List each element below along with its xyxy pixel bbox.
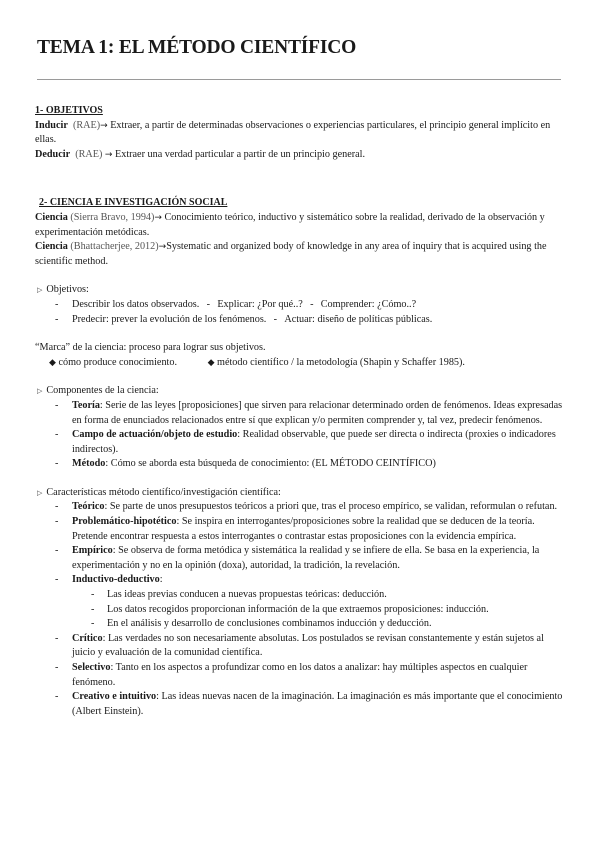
list-item bbox=[35, 573, 567, 631]
triangle-right-icon: ▷ bbox=[37, 387, 43, 396]
term: Selectivo bbox=[72, 662, 111, 673]
title-divider bbox=[37, 79, 561, 80]
term: Inducir bbox=[35, 119, 68, 131]
definition-text: Systematic and organized body of knowledge in any area of inquiry that is acquired using the scientific method. bbox=[35, 241, 547, 267]
item-text: : Serie de las leyes [proposiciones] que sirven para relacionar determinado orden de fenómenos. Ideas expresadas en forma de enunciados relacionados entre sí que explican y/o permiten comprender y, tal vez, predecir fenómenos. bbox=[72, 399, 563, 426]
label-text: Objetivos: bbox=[46, 284, 89, 296]
label-text: Componentes de la ciencia: bbox=[46, 385, 159, 397]
triangle-right-icon: ▷ bbox=[37, 488, 43, 497]
inductivo-sublist bbox=[72, 588, 567, 632]
objetivo-predecir: Predecir: prever la evolución de los fenómenos. bbox=[72, 313, 267, 325]
caracteristicas-list bbox=[35, 500, 567, 719]
list-item bbox=[35, 457, 567, 472]
diamond-icon: ◆ bbox=[49, 357, 56, 368]
term: Teórico bbox=[72, 501, 105, 513]
list-item bbox=[35, 690, 567, 719]
list-item: - Predecir: prever la evolución de los fenómenos. - Actuar: diseño de políticas públicas. bbox=[35, 313, 567, 328]
definition-text: Extraer, a partir de determinadas observaciones o experiencias particulares, el principio general implícito en ellas. bbox=[35, 119, 551, 146]
componentes-block bbox=[35, 384, 567, 472]
marca-line: “Marca” de la ciencia: proceso para lograr sus objetivos. bbox=[35, 342, 266, 354]
componentes-label bbox=[35, 384, 567, 399]
definition-inducir bbox=[35, 119, 567, 148]
arrow-right-icon: → bbox=[158, 242, 167, 253]
item-text: : Tanto en los aspectos a profundizar como en los datos a analizar: hay múltiples aspectos en cualquier fenómeno. bbox=[72, 662, 528, 688]
definition-text: Conocimiento teórico, inductivo y sistemático sobre la realidad, derivado de la observación y experimentación metódicas. bbox=[35, 211, 545, 238]
marca-items bbox=[35, 356, 567, 371]
caracteristicas-label bbox=[35, 486, 567, 501]
objetivos-block bbox=[35, 283, 567, 327]
sublist-item: - Las ideas previas conducen a nuevas propuestas teóricas: deducción. bbox=[35, 588, 567, 603]
list-item bbox=[35, 500, 567, 515]
arrow-right-icon: → bbox=[104, 149, 113, 160]
item-text: : Cómo se aborda esta búsqueda de conocimiento: (EL MÉTODO CEINTÍFICO) bbox=[105, 458, 436, 470]
objetivo-actuar: Actuar: diseño de políticas públicas. bbox=[284, 313, 433, 325]
source: (RAE) bbox=[75, 148, 103, 160]
term: Empírico bbox=[72, 545, 113, 557]
term: Teoría bbox=[72, 399, 100, 411]
sublist-item: - Los datos recogidos proporcionan información de la que extraemos proposiciones: inducción. bbox=[35, 603, 567, 618]
term: Creativo e intuitivo bbox=[72, 691, 157, 703]
arrow-right-icon: → bbox=[154, 212, 162, 223]
item-text: : Se parte de unos presupuestos teóricos a priori que, tras el proceso empírico, se validan, reformulan o refutan. bbox=[104, 501, 558, 513]
item-text: : Las verdades no son necesariamente absolutas. Los postulados se revisan constantemente y están sujetos al juicio y evaluación de la comunidad científica. bbox=[72, 632, 544, 659]
marca-block bbox=[35, 341, 567, 370]
term: Campo de actuación/objeto de estudio bbox=[72, 429, 238, 441]
section-heading: 2- CIENCIA E INVESTIGACIÓN SOCIAL bbox=[39, 197, 228, 209]
definition-text: Extraer una verdad particular a partir de un principio general. bbox=[112, 148, 366, 160]
item-text: : Se inspira en interrogantes/proposiciones sobre la realidad que se deducen de la teoría. Pretende encontrar respuesta a estos interrogantes o contrastar estas proposiciones con la evidencia empírica. bbox=[72, 516, 535, 542]
diamond-icon: ◆ bbox=[207, 357, 215, 368]
list-item bbox=[35, 399, 567, 428]
item-text: : bbox=[159, 574, 163, 586]
source: (Bhattacherjee, 2012) bbox=[70, 241, 159, 253]
list-item bbox=[35, 661, 567, 690]
document-body bbox=[35, 104, 567, 719]
term: Método bbox=[72, 458, 106, 470]
objetivo-comprender: Comprender: ¿Cómo..? bbox=[320, 298, 417, 310]
list-item bbox=[35, 428, 567, 457]
marca-item: método científico / la metodología (Shapin y Schaffer 1985). bbox=[217, 356, 465, 368]
triangle-right-icon: ▷ bbox=[37, 286, 43, 295]
sublist-item: - En el análisis y desarrollo de conclusiones combinamos inducción y deducción. bbox=[35, 617, 567, 632]
objetivo-explicar: Explicar: ¿Por qué..? bbox=[217, 298, 303, 310]
arrow-right-icon: → bbox=[100, 120, 108, 131]
marca-item: cómo produce conocimiento. bbox=[58, 356, 178, 368]
item-text: : Se observa de forma metódica y sistemática la realidad y se infiere de ella. Se basa en la experiencia, la experimentación y no en la opinión (doxa), autoridad, la tradición, la revelación. bbox=[72, 545, 540, 571]
objetivos-label bbox=[35, 283, 567, 298]
definition-ciencia-1 bbox=[35, 211, 567, 240]
section-heading: 1- OBJETIVOS bbox=[35, 105, 103, 116]
definition-ciencia-2 bbox=[35, 240, 567, 269]
definition-deducir bbox=[35, 148, 567, 163]
section-objetivos bbox=[35, 104, 567, 162]
caracteristicas-block bbox=[35, 486, 567, 720]
term: Ciencia bbox=[35, 211, 68, 223]
term: Problemático-hipotético bbox=[72, 516, 177, 528]
objetivos-list bbox=[35, 298, 567, 327]
item-text: : Realidad observable, que puede ser directa o indirecta (proxies o indicadores indirectos). bbox=[72, 429, 556, 455]
source: (Sierra Bravo, 1994) bbox=[70, 211, 155, 223]
page-title: TEMA 1: EL MÉTODO CIENTÍFICO bbox=[37, 37, 357, 58]
list-item bbox=[35, 544, 567, 573]
list-item bbox=[35, 515, 567, 544]
source: (RAE) bbox=[72, 119, 101, 131]
term: Ciencia bbox=[35, 241, 68, 253]
section-ciencia bbox=[39, 196, 567, 211]
objetivo-describir: Describir los datos observados. bbox=[72, 298, 200, 310]
list-item bbox=[35, 632, 567, 661]
item-text: : Las ideas nuevas nacen de la imaginación. La imaginación es más importante que el conocimiento (Albert Einstein). bbox=[72, 691, 563, 717]
list-item: - Describir los datos observados. - Explicar: ¿Por qué..? - Comprender: ¿Cómo..? bbox=[35, 298, 567, 313]
term: Inductivo-deductivo bbox=[72, 574, 160, 586]
componentes-list bbox=[35, 399, 567, 472]
term: Deducir bbox=[35, 148, 71, 160]
label-text: Características método científico/investigación científica: bbox=[46, 486, 281, 498]
term: Crítico bbox=[72, 632, 103, 644]
